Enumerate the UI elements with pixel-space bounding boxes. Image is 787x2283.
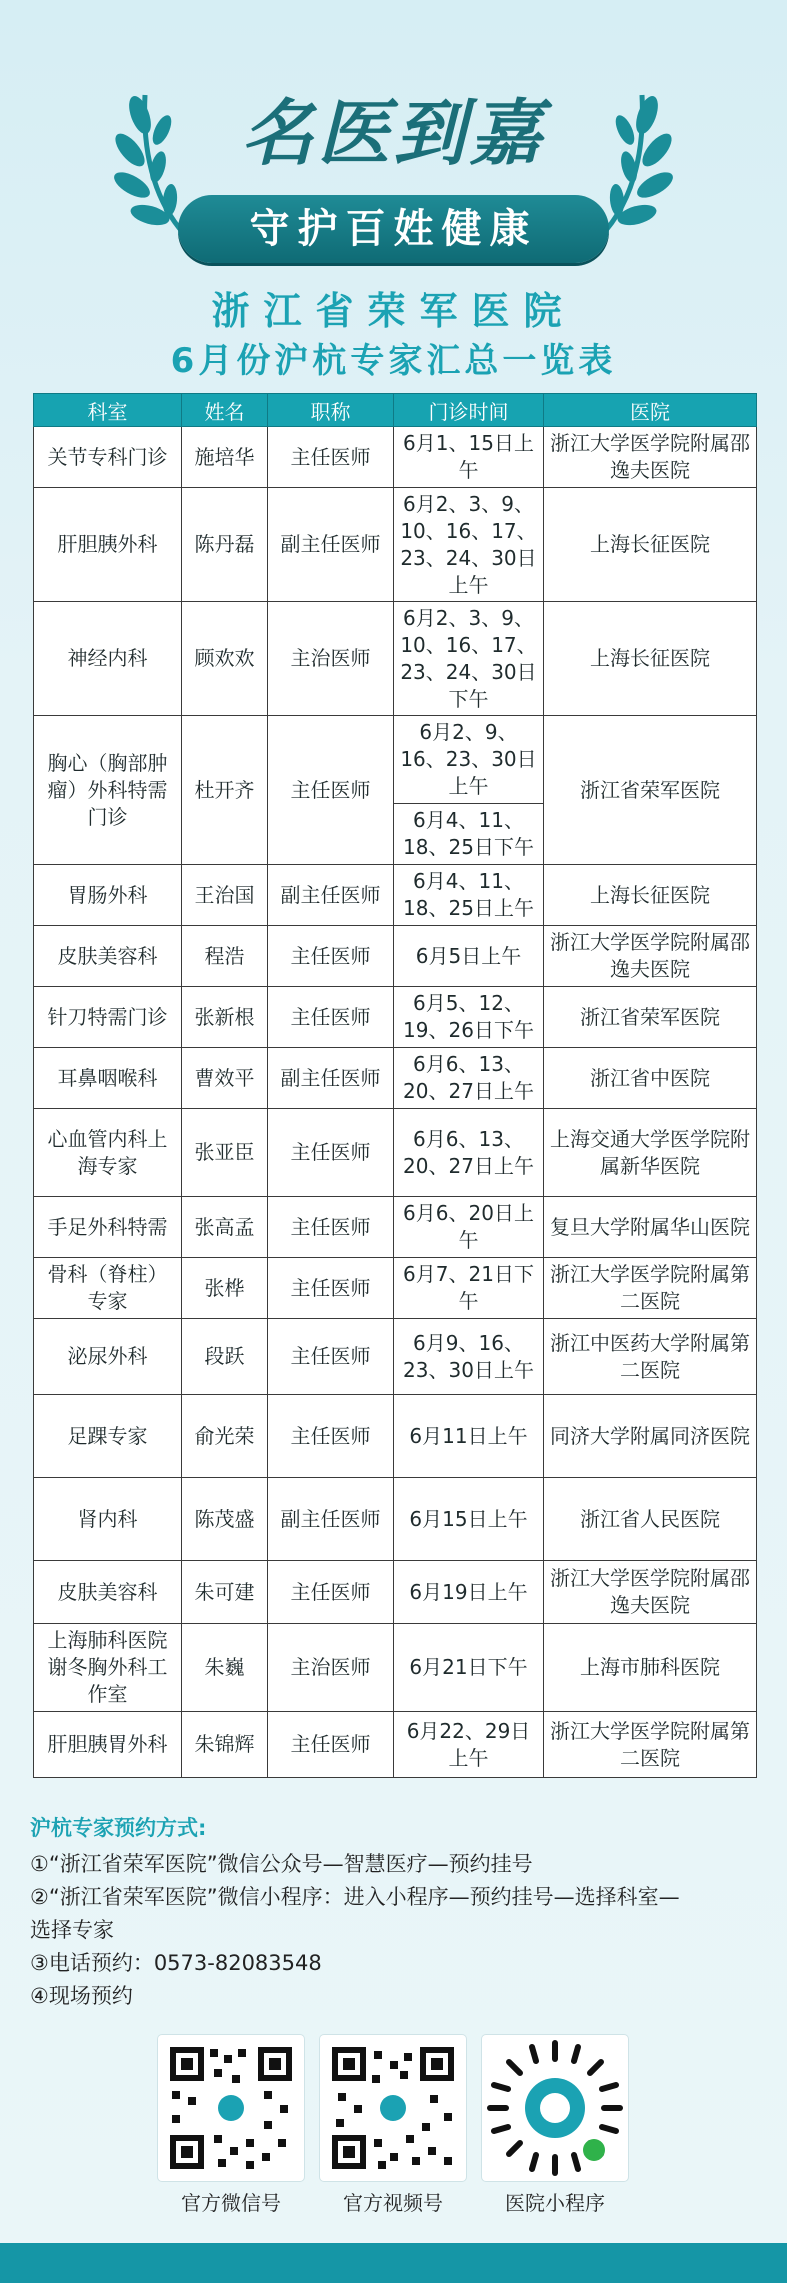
cell-time: 6月21日下午 [394,1624,544,1712]
table-row [34,602,757,716]
cell-title: 主任医师 [268,716,394,865]
cell-name: 朱锦辉 [182,1712,268,1778]
table-row [34,865,757,926]
cell-title: 主任医师 [268,1395,394,1478]
cell-dept: 胃肠外科 [34,865,182,926]
cell-hospital: 浙江省荣军医院 [544,987,757,1048]
mini-program-code-icon[interactable] [482,2035,628,2181]
cell-name: 段跃 [182,1319,268,1395]
booking-line-onsite: ④现场预约 [30,1984,133,2008]
cell-time: 6月19日上午 [394,1561,544,1624]
table-row [34,1319,757,1395]
table-row [34,1048,757,1109]
table-row [34,1561,757,1624]
cell-time: 6月9、16、23、30日上午 [394,1319,544,1395]
table-row [34,1624,757,1712]
cell-name: 张桦 [182,1258,268,1319]
booking-section [30,1812,760,2013]
cell-dept: 关节专科门诊 [34,427,182,488]
cell-name: 程浩 [182,926,268,987]
qr-code-icon [158,2035,304,2181]
cell-time: 6月2、3、9、10、16、17、23、24、30日上午 [394,488,544,602]
cell-title: 主任医师 [268,427,394,488]
table-row [34,926,757,987]
cell-name: 朱巍 [182,1624,268,1712]
table-row [34,427,757,488]
cell-hospital: 上海长征医院 [544,602,757,716]
cell-dept: 泌尿外科 [34,1319,182,1395]
table-row [34,716,757,804]
cell-title: 主任医师 [268,1197,394,1258]
table-row [34,1478,757,1561]
cell-title: 主任医师 [268,1109,394,1197]
cell-dept: 皮肤美容科 [34,926,182,987]
cell-hospital: 浙江省人民医院 [544,1478,757,1561]
cell-hospital: 上海长征医院 [544,865,757,926]
slogan-badge: 守护百姓健康 [178,195,609,263]
cell-name: 曹效平 [182,1048,268,1109]
cell-name: 杜开齐 [182,716,268,865]
cell-name: 张高孟 [182,1197,268,1258]
booking-line-mini-program-cont: 选择专家 [30,1918,114,1942]
cell-name: 陈丹磊 [182,488,268,602]
qr-code-icon[interactable] [320,2035,466,2181]
table-row [34,987,757,1048]
cell-dept: 心血管内科上海专家 [34,1109,182,1197]
cell-hospital: 上海长征医院 [544,488,757,602]
qr-label-mini-program: 医院小程序 [505,2191,605,2215]
cell-hospital: 浙江省荣军医院 [544,716,757,865]
cell-dept: 胸心（胸部肿瘤）外科特需门诊 [34,716,182,865]
schedule-table [33,393,757,1778]
qr-label-wechat: 官方微信号 [181,2191,281,2215]
cell-dept: 肝胆胰胃外科 [34,1712,182,1778]
cell-title: 主任医师 [268,1258,394,1319]
cell-dept: 皮肤美容科 [34,1561,182,1624]
qr-code-icon[interactable] [158,2035,304,2181]
booking-line-wechat-account: ①“浙江省荣军医院”微信公众号—智慧医疗—预约挂号 [30,1852,533,1876]
qr-code-row [0,2035,787,2215]
cell-name: 施培华 [182,427,268,488]
header-dept: 科室 [34,394,182,427]
qr-label-video: 官方视频号 [343,2191,443,2215]
cell-dept: 上海肺科医院谢冬胸外科工作室 [34,1624,182,1712]
cell-hospital: 上海市肺科医院 [544,1624,757,1712]
cell-time: 6月6、13、20、27日上午 [394,1048,544,1109]
cell-dept: 针刀特需门诊 [34,987,182,1048]
cell-hospital: 浙江大学医学院附属邵逸夫医院 [544,926,757,987]
cell-time: 6月11日上午 [394,1395,544,1478]
cell-dept: 足踝专家 [34,1395,182,1478]
cell-time: 6月1、15日上午 [394,427,544,488]
booking-title: 沪杭专家预约方式: [30,1816,207,1840]
hospital-name: 浙江省荣军医院 [211,289,576,333]
cell-time: 6月7、21日下午 [394,1258,544,1319]
cell-time: 6月2、3、9、10、16、17、23、24、30日下午 [394,602,544,716]
cell-name: 陈茂盛 [182,1478,268,1561]
table-row [34,1712,757,1778]
table-header-row [34,394,757,427]
cell-time: 6月5日上午 [394,926,544,987]
cell-hospital: 复旦大学附属华山医院 [544,1197,757,1258]
header-name: 姓名 [182,394,268,427]
cell-hospital: 浙江大学医学院附属邵逸夫医院 [544,1561,757,1624]
cell-name: 张亚臣 [182,1109,268,1197]
cell-time: 6月6、13、20、27日上午 [394,1109,544,1197]
booking-line-phone: ③电话预约：0573-82083548 [30,1951,322,1975]
cell-name: 张新根 [182,987,268,1048]
mini-program-code-icon [482,2035,628,2181]
cell-title: 主治医师 [268,1624,394,1712]
header-title: 职称 [268,394,394,427]
table-row [34,1395,757,1478]
booking-line-mini-program: ②“浙江省荣军医院”微信小程序：进入小程序—预约挂号—选择科室— [30,1885,680,1909]
cell-title: 主治医师 [268,602,394,716]
cell-name: 王治国 [182,865,268,926]
cell-title: 主任医师 [268,1712,394,1778]
cell-title: 主任医师 [268,987,394,1048]
cell-hospital: 浙江省中医院 [544,1048,757,1109]
cell-name: 顾欢欢 [182,602,268,716]
cell-hospital: 同济大学附属同济医院 [544,1395,757,1478]
cell-title: 主任医师 [268,1319,394,1395]
cell-dept: 肝胆胰外科 [34,488,182,602]
footer-bar [0,2243,787,2283]
cell-title: 主任医师 [268,1561,394,1624]
cell-hospital: 浙江中医药大学附属第二医院 [544,1319,757,1395]
header-time: 门诊时间 [394,394,544,427]
cell-title: 副主任医师 [268,865,394,926]
cell-time: 6月5、12、19、26日下午 [394,987,544,1048]
table-row [34,1197,757,1258]
cell-time: 6月6、20日上午 [394,1197,544,1258]
cell-dept: 手足外科特需 [34,1197,182,1258]
table-row [34,1258,757,1319]
cell-time: 6月4、11、18、25日上午 [394,865,544,926]
cell-dept: 骨科（脊柱）专家 [34,1258,182,1319]
qr-code-icon [320,2035,466,2181]
cell-hospital: 浙江大学医学院附属第二医院 [544,1258,757,1319]
cell-hospital: 上海交通大学医学院附属新华医院 [544,1109,757,1197]
cell-name: 朱可建 [182,1561,268,1624]
cell-hospital: 浙江大学医学院附属第二医院 [544,1712,757,1778]
cell-title: 主任医师 [268,926,394,987]
cell-title: 副主任医师 [268,1048,394,1109]
cell-dept: 耳鼻咽喉科 [34,1048,182,1109]
cell-time: 6月2、9、16、23、30日上午 [394,716,544,804]
banner-title: 名医到嘉 [241,90,546,175]
cell-dept: 肾内科 [34,1478,182,1561]
page-subtitle: 6月份沪杭专家汇总一览表 [170,341,617,381]
cell-time: 6月22、29日上午 [394,1712,544,1778]
cell-time: 6月15日上午 [394,1478,544,1561]
cell-title: 副主任医师 [268,1478,394,1561]
cell-hospital: 浙江大学医学院附属邵逸夫医院 [544,427,757,488]
header-hospital: 医院 [544,394,757,427]
cell-time-2: 6月4、11、18、25日下午 [394,804,544,865]
cell-name: 俞光荣 [182,1395,268,1478]
table-row [34,1109,757,1197]
cell-dept: 神经内科 [34,602,182,716]
banner [0,0,787,380]
cell-title: 副主任医师 [268,488,394,602]
table-row [34,488,757,602]
